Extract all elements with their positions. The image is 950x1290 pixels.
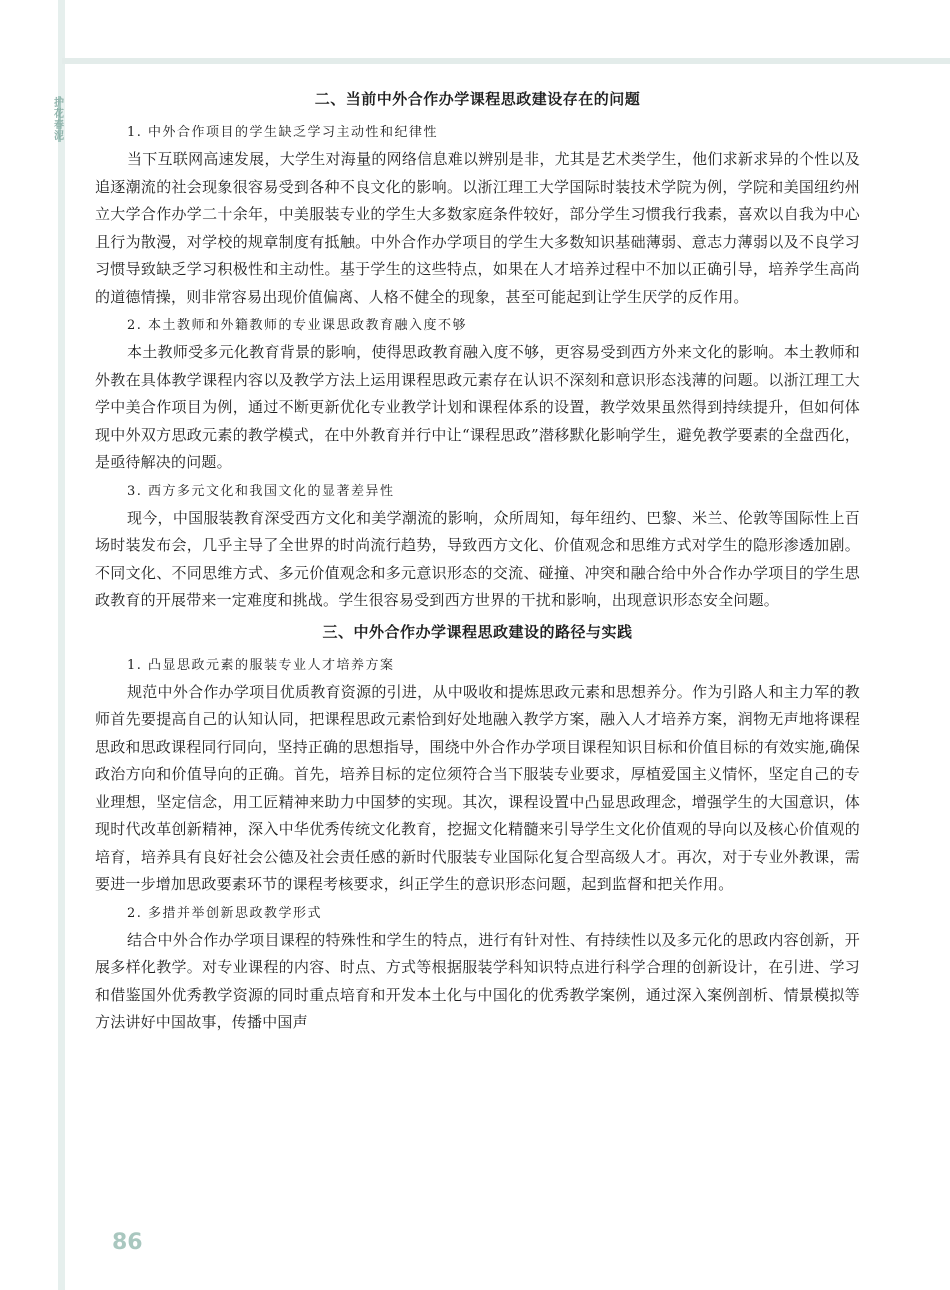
article-body xyxy=(95,86,860,1039)
left-margin-bar xyxy=(58,0,65,1290)
body-paragraph: 本土教师受多元化教育背景的影响，使得思政教育融入度不够，更容易受到西方外来文化的影响。本土教师和外教在具体教学课程内容以及教学方法上运用课程思政元素存在认识不深刻和意识形态浅薄的问题。以浙江理工大学中美合作项目为例，通过不断更新优化专业教学计划和课程体系的设置，教学效果虽然得到持续提升，但如何体现中外双方思政元素的教学模式，在中外教育并行中让“课程思政”潜移默化影响学生，避免教学要素的全盘西化，是亟待解决的问题。 xyxy=(95,343,860,471)
header-rule xyxy=(62,58,950,64)
subsection-title: 3. 西方多元文化和我国文化的显著差异性 xyxy=(127,483,395,499)
column-label: 护花春泥 xyxy=(54,98,64,142)
page-number: 86 xyxy=(112,1230,143,1255)
subsection-title: 2. 本土教师和外籍教师的专业课思政教育融入度不够 xyxy=(127,318,468,333)
body-paragraph: 结合中外合作办学项目课程的特殊性和学生的特点，进行有针对性、有持续性以及多元化的思政内容创新，开展多样化教学。对专业课程的内容、时点、方式等根据服装学科知识特点进行科学合理的创新设计，在引进、学习和借鉴国外优秀教学资源的同时重点培育和开发本土化与中国化的优秀教学案例，通过深入案例剖析、情景模拟等方法讲好中国故事，传播中国声 xyxy=(95,930,860,1031)
body-paragraph: 现今，中国服装教育深受西方文化和美学潮流的影响，众所周知，每年纽约、巴黎、米兰、伦敦等国际性上百场时装发布会，几乎主导了全世界的时尚流行趋势，导致西方文化、价值观念和思维方式对学生的隐形渗透加剧。不同文化、不同思维方式、多元价值观念和多元意识形态的交流、碰撞、冲突和融合给中外合作办学项目的学生思政教育的开展带来一定难度和挑战。学生很容易受到西方世界的干扰和影响，出现意识形态安全问题。 xyxy=(95,508,860,609)
body-paragraph: 规范中外合作办学项目优质教育资源的引进，从中吸收和提炼思政元素和思想养分。作为引路人和主力军的教师首先要提高自己的认知认同，把课程思政元素恰到好处地融入教学方案，融入人才培养方案，润物无声地将课程思政和思政课程同行同向，坚持正确的思想指导，围绕中外合作办学项目课程知识目标和价值目标的有效实施,确保政治方向和价值导向的正确。首先，培养目标的定位须符合当下服装专业要求，厚植爱国主义情怀，坚定自己的专业理想，坚定信念，用工匠精神来助力中国梦的实现。其次，课程设置中凸显思政理念，增强学生的大国意识，体现时代改革创新精神，深入中华优秀传统文化教育，挖掘文化精髓来引导学生文化价值观的导向以及核心价值观的培育，培养具有良好社会公德及社会责任感的新时代服装专业国际化复合型高级人才。再次，对于专业外教课，需要进一步增加思政要素环节的课程考核要求，纠正学生的意识形态问题，起到监督和把关作用。 xyxy=(95,682,860,893)
subsection-title: 1. 凸显思政元素的服装专业人才培养方案 xyxy=(127,657,395,673)
body-paragraph: 当下互联网高速发展，大学生对海量的网络信息难以辨别是非，尤其是艺术类学生，他们求新求异的个性以及追逐潮流的社会现象很容易受到各种不良文化的影响。以浙江理工大学国际时装技术学院为例，学院和美国纽约州立大学合作办学二十余年，中美服装专业的学生大多数家庭条件较好，部分学生习惯我行我素，喜欢以自我为中心且行为散漫，对学校的规章制度有抵触。中外合作办学项目的学生大多数知识基础薄弱、意志力薄弱以及不良学习习惯导致缺乏学习积极性和主动性。基于学生的这些特点，如果在人才培养过程中不加以正确引导，培养学生高尚的道德情操，则非常容易出现价值偏离、人格不健全的现象，甚至可能起到让学生厌学的反作用。 xyxy=(95,150,860,306)
subsection-title: 1. 中外合作项目的学生缺乏学习主动性和纪律性 xyxy=(127,125,439,140)
subsection-title: 2. 多措并举创新思政教学形式 xyxy=(127,905,323,921)
section-heading: 二、当前中外合作办学课程思政建设存在的问题 xyxy=(314,90,641,108)
section-heading: 三、中外合作办学课程思政建设的路径与实践 xyxy=(322,622,633,641)
